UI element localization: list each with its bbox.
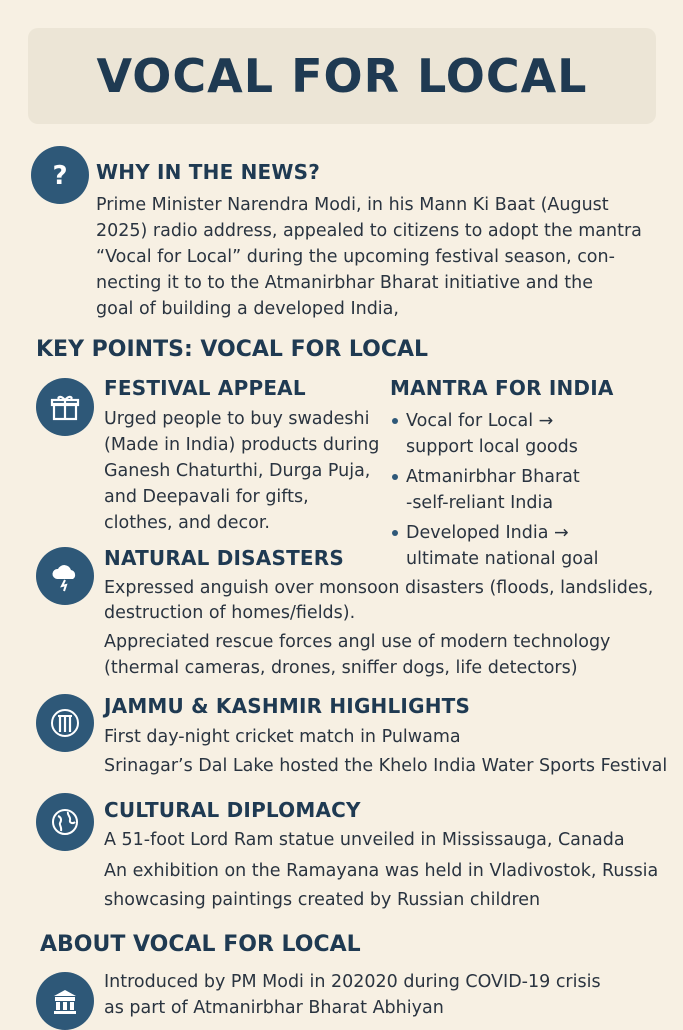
jk-heading: JAMMU & KASHMIR HIGHLIGHTS: [104, 694, 471, 718]
disasters-line: destruction of homes/fields).: [104, 603, 356, 623]
mantra-heading: MANTRA FOR INDIA: [390, 376, 614, 400]
question-icon: [31, 146, 89, 204]
disasters-heading: NATURAL DISASTERS: [104, 546, 344, 570]
why-line: goal of building a developed India,: [96, 299, 399, 319]
festival-line: clothes, and decor.: [104, 513, 270, 533]
list-item: Developed India → ultimate national goal: [390, 520, 680, 572]
festival-line: Urged people to buy swadeshi: [104, 409, 370, 429]
why-heading: WHY IN THE NEWS?: [96, 160, 321, 184]
festival-line: Ganesh Chaturthi, Durga Puja,: [104, 461, 371, 481]
disasters-line: Expressed anguish over monsoon disasters (floods, landslides,: [104, 578, 654, 598]
page-title: VOCAL FOR LOCAL: [96, 49, 588, 103]
festival-line: and Deepavali for gifts,: [104, 487, 309, 507]
key-points-heading: KEY POINTS: VOCAL FOR LOCAL: [36, 337, 429, 362]
list-item: Atmanirbhar Bharat -self-reliant India: [390, 464, 680, 516]
diplomacy-line: A 51-foot Lord Ram statue unveiled in Mississauga, Canada: [104, 830, 625, 850]
why-line: “Vocal for Local” during the upcoming festival season, con-: [96, 247, 615, 267]
disasters-line: (thermal cameras, drones, sniffer dogs, life detectors): [104, 658, 578, 678]
mantra-list: [390, 408, 680, 576]
why-line: necting it to to the Atmanirbhar Bharat initiative and the: [96, 273, 593, 293]
globe-icon: [36, 793, 94, 851]
festival-line: (Made in India) products during: [104, 435, 380, 455]
cricket-icon: [36, 694, 94, 752]
jk-line: First day-night cricket match in Pulwama: [104, 727, 461, 747]
about-line: as part of Atmanirbhar Bharat Abhiyan: [104, 998, 444, 1018]
diplomacy-line: An exhibition on the Ramayana was held in Vladivostok, Russia: [104, 861, 659, 881]
jk-line: Srinagar’s Dal Lake hosted the Khelo India Water Sports Festival: [104, 756, 668, 776]
shop-icon: [36, 972, 94, 1030]
title-banner: [28, 28, 656, 124]
festival-heading: FESTIVAL APPEAL: [104, 376, 306, 400]
diplomacy-line: showcasing paintings created by Russian children: [104, 890, 541, 910]
list-item: Vocal for Local → support local goods: [390, 408, 680, 460]
about-heading: ABOUT VOCAL FOR LOCAL: [40, 932, 361, 957]
diplomacy-heading: CULTURAL DIPLOMACY: [104, 798, 361, 822]
about-line: Introduced by PM Modi in 202020 during COVID-19 crisis: [104, 972, 601, 992]
disasters-line: Appreciated rescue forces angl use of modern technology: [104, 632, 611, 652]
why-line: 2025) radio address, appealed to citizens to adopt the mantra: [96, 221, 642, 241]
why-line: Prime Minister Narendra Modi, in his Mann Ki Baat (August: [96, 195, 609, 215]
storm-cloud-icon: [36, 547, 94, 605]
svg-text:?: ?: [52, 161, 68, 191]
gift-icon: [36, 378, 94, 436]
